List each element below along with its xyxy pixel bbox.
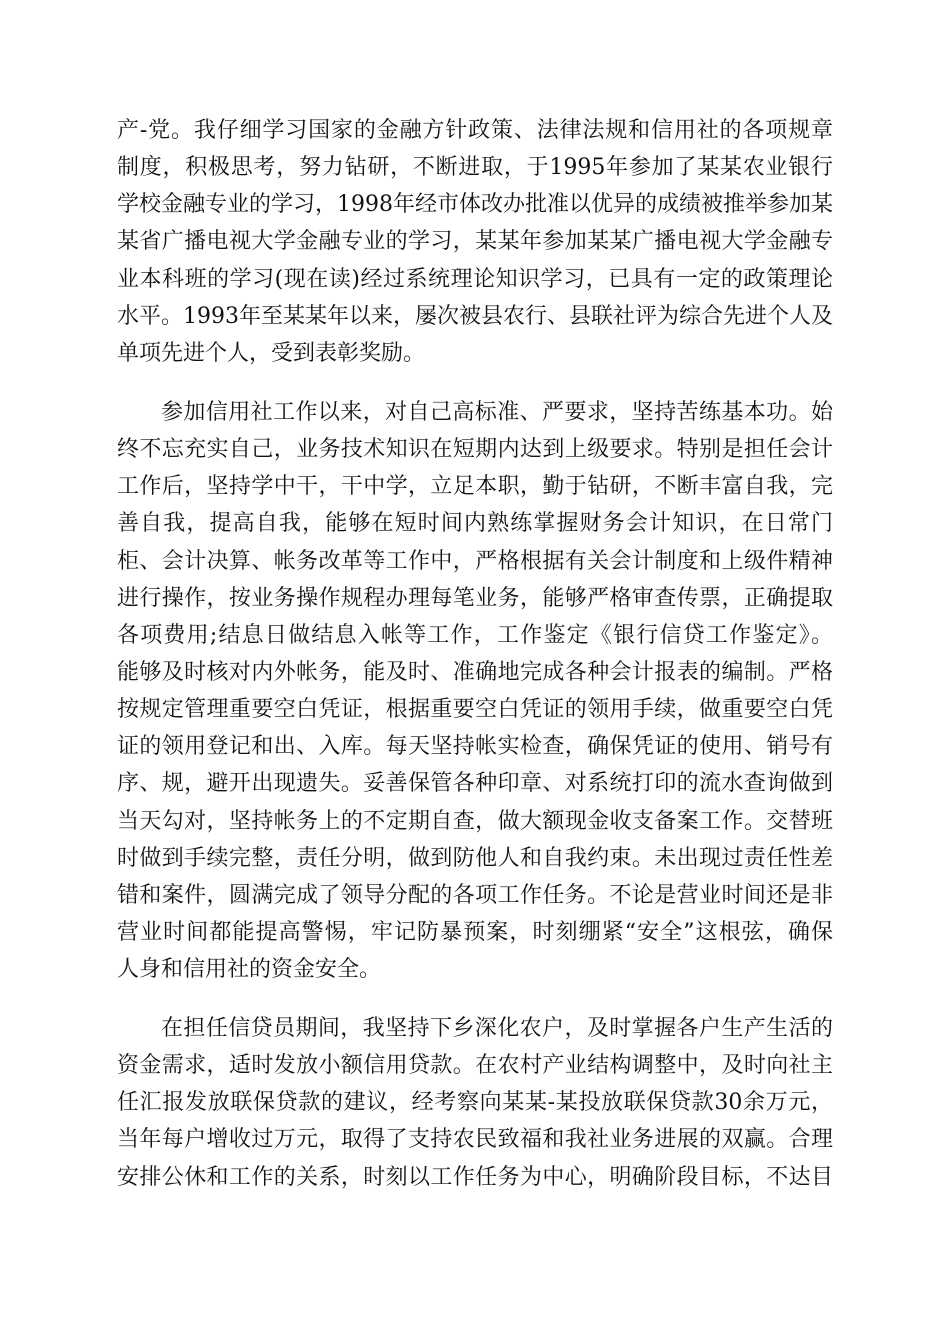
text-line: 水平。1993年至某某年以来，屡次被县农行、县联社评为综合先进个人及 — [117, 303, 833, 329]
paragraph — [117, 394, 833, 988]
text-line: 某省广播电视大学金融专业的学习，某某年参加某某广播电视大学金融专 — [117, 229, 833, 255]
text-line: 安排公休和工作的关系，时刻以工作任务为中心，明确阶段目标，不达目 — [117, 1164, 833, 1190]
text-line: 时做到手续完整，责任分明，做到防他人和自我约束。未出现过责任性差 — [117, 845, 833, 871]
text-line: 进行操作，按业务操作规程办理每笔业务，能够严格审查传票，正确提取 — [117, 585, 833, 611]
text-line: 学校金融专业的学习，1998年经市体改办批准以优异的成绩被推举参加某 — [117, 192, 833, 218]
text-line: 错和案件，圆满完成了领导分配的各项工作任务。不论是营业时间还是非 — [117, 882, 833, 908]
text-line: 柜、会计决算、帐务改革等工作中，严格根据有关会计制度和上级件精神 — [117, 548, 833, 574]
text-line: 当天勾对，坚持帐务上的不定期自查，做大额现金收支备案工作。交替班 — [117, 808, 833, 834]
text-line: 按规定管理重要空白凭证，根据重要空白凭证的领用手续，做重要空白凭 — [117, 697, 833, 723]
text-line: 人身和信用社的资金安全。 — [117, 957, 382, 983]
text-line: 善自我，提高自我，能够在短时间内熟练掌握财务会计知识，在日常门 — [117, 511, 833, 537]
text-line: 证的领用登记和出、入库。每天坚持帐实检查，确保凭证的使用、销号有 — [117, 734, 833, 760]
text-line: 参加信用社工作以来，对自己高标准、严要求，坚持苦练基本功。始 — [161, 400, 833, 425]
text-line: 制度，积极思考，努力钻研，不断进取，于1995年参加了某某农业银行 — [117, 155, 833, 181]
text-line: 产-党。我仔细学习国家的金融方针政策、法律法规和信用社的各项规章 — [117, 118, 833, 143]
text-line: 各项费用;结息日做结息入帐等工作，工作鉴定《银行信贷工作鉴定》。 — [117, 622, 833, 648]
text-line: 终不忘充实自己，业务技术知识在短期内达到上级要求。特别是担任会计 — [117, 437, 833, 463]
text-line: 营业时间都能提高警惕，牢记防暴预案，时刻绷紧“安全”这根弦，确保 — [117, 919, 833, 945]
paragraph — [117, 1010, 833, 1196]
text-line: 业本科班的学习(现在读)经过系统理论知识学习，已具有一定的政策理论 — [117, 266, 833, 292]
text-line: 单项先进个人，受到表彰奖励。 — [117, 340, 426, 366]
text-line: 任汇报发放联保贷款的建议，经考察向某某-某投放联保贷款30余万元， — [117, 1090, 833, 1116]
text-line: 资金需求，适时发放小额信用贷款。在农村产业结构调整中，及时向社主 — [117, 1053, 833, 1079]
text-line: 工作后，坚持学中干，干中学，立足本职，勤于钻研，不断丰富自我，完 — [117, 474, 833, 500]
text-line: 能够及时核对内外帐务，能及时、准确地完成各种会计报表的编制。严格 — [117, 659, 833, 685]
text-line: 当年每户增收过万元，取得了支持农民致福和我社业务进展的双赢。合理 — [117, 1127, 833, 1153]
text-line: 序、规，避开出现遗失。妥善保管各种印章、对系统打印的流水查询做到 — [117, 771, 833, 797]
text-line: 在担任信贷员期间，我坚持下乡深化农户，及时掌握各户生产生活的 — [161, 1016, 833, 1041]
paragraph — [117, 112, 833, 372]
